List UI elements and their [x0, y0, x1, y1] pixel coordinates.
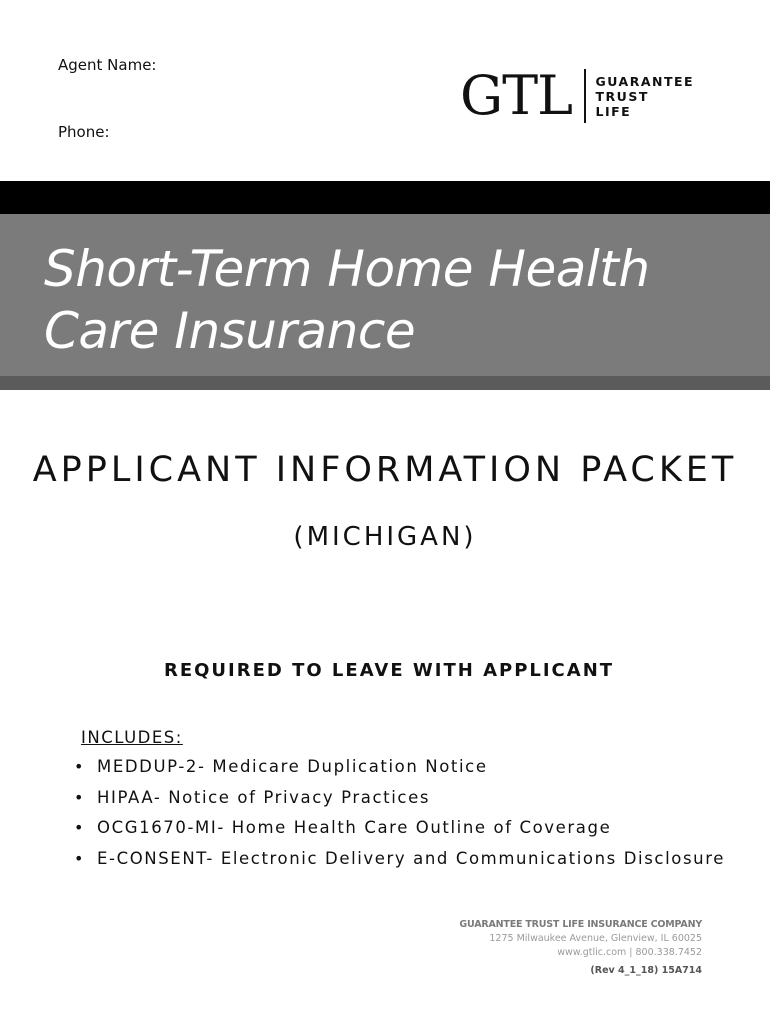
logo-divider — [584, 69, 586, 123]
product-title-line1: Short-Term Home Health — [44, 240, 650, 298]
bullet-icon: • — [74, 848, 86, 868]
logo-word-guarantee: GUARANTEE — [595, 73, 695, 89]
product-title — [44, 238, 744, 362]
header-black-band — [0, 181, 770, 214]
list-item — [74, 788, 725, 819]
logo-word-trust: TRUST — [595, 88, 649, 104]
state-label: (MICHIGAN) — [293, 522, 477, 552]
logo-mark: GTL — [460, 64, 573, 127]
footer-contact: www.gtlic.com | 800.338.7452 — [557, 947, 702, 958]
gtl-logo — [460, 66, 694, 126]
packet-title: APPLICANT INFORMATION PACKET — [32, 450, 738, 490]
includes-heading: INCLUDES: — [81, 728, 183, 747]
list-item — [74, 849, 725, 880]
bullet-icon: • — [74, 757, 86, 776]
logo-word-life: LIFE — [595, 103, 632, 119]
product-title-line2: Care Insurance — [44, 302, 416, 360]
agent-phone-label: Phone: — [58, 123, 110, 141]
list-item-text: MEDDUP-2- Medicare Duplication Notice — [97, 757, 488, 776]
agent-name-label: Agent Name: — [58, 56, 157, 74]
list-item-text: OCG1670-MI- Home Health Care Outline of Coverage — [97, 818, 612, 837]
footer-address: 1275 Milwaukee Avenue, Glenview, IL 60025 — [489, 933, 702, 944]
required-notice: REQUIRED TO LEAVE WITH APPLICANT — [163, 660, 615, 681]
header-gray-strip — [0, 376, 770, 390]
bullet-icon: • — [74, 818, 86, 837]
list-item-text: E-CONSENT- Electronic Delivery and Communications Disclosure — [97, 848, 725, 868]
logo-words — [596, 74, 695, 119]
footer-revision: (Rev 4_1_18) 15A714 — [590, 965, 702, 976]
bullet-icon: • — [74, 787, 86, 807]
company-footer — [459, 918, 702, 978]
list-item-text: HIPAA- Notice of Privacy Practices — [97, 787, 431, 807]
footer-company: GUARANTEE TRUST LIFE INSURANCE COMPANY — [459, 919, 702, 930]
includes-list — [74, 757, 725, 879]
list-item — [74, 757, 725, 788]
list-item — [74, 818, 725, 849]
